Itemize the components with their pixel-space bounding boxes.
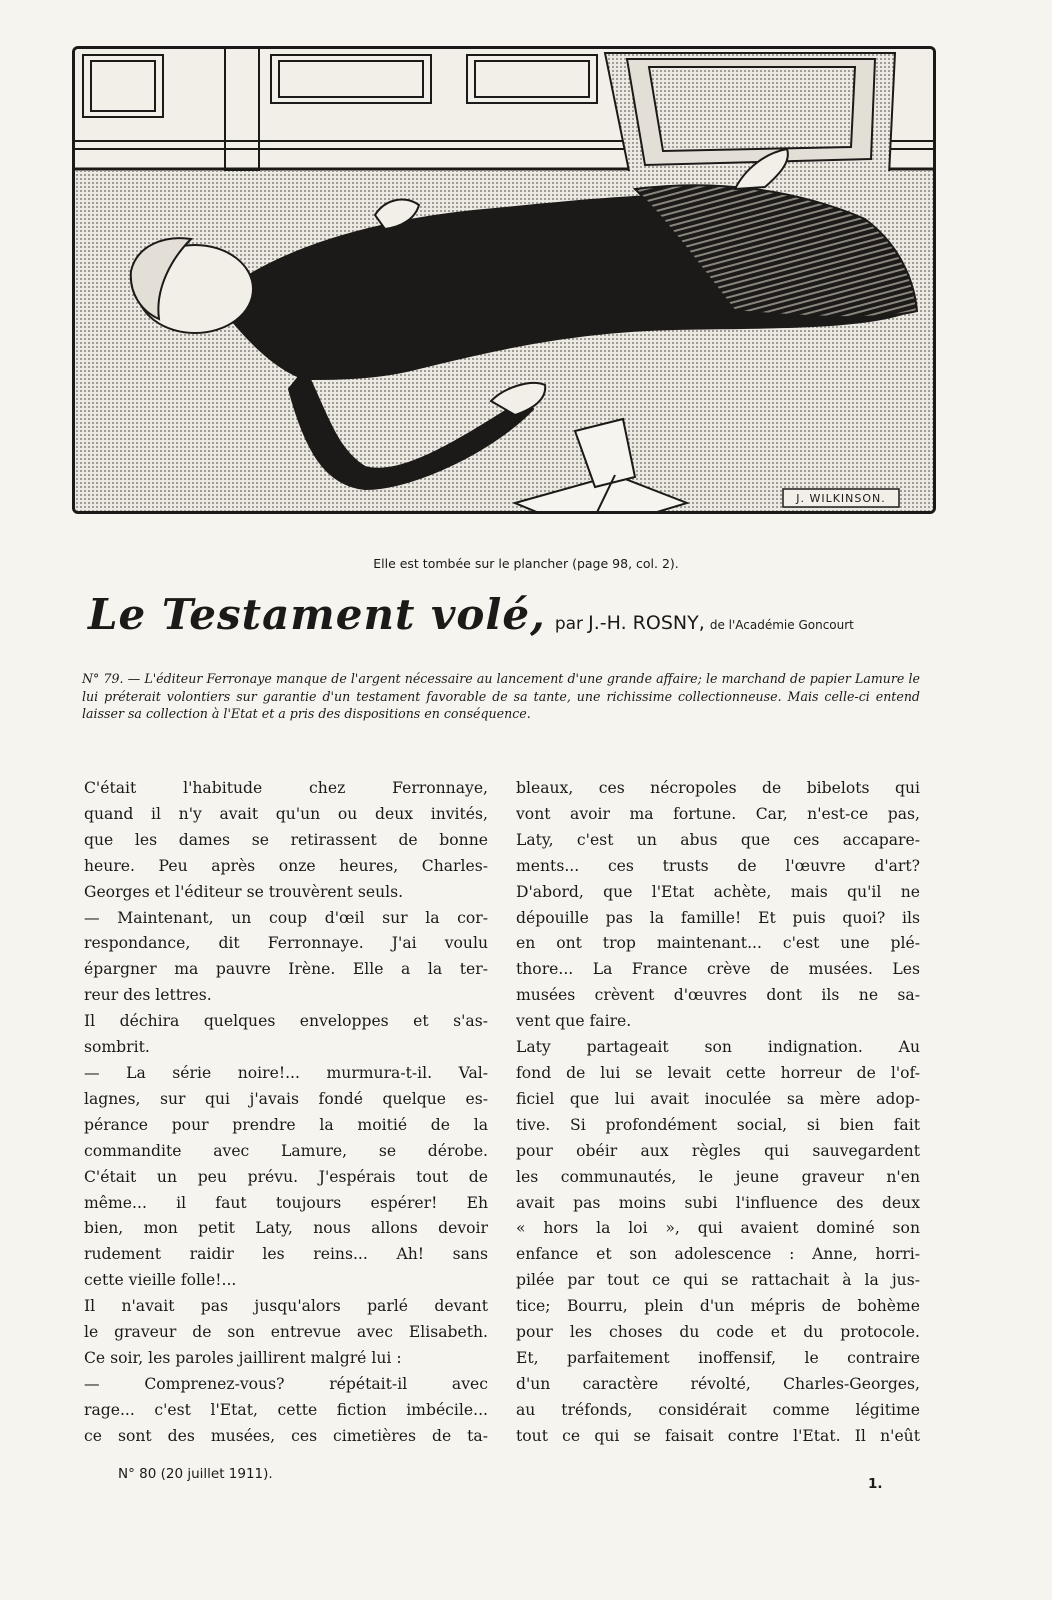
text-line: pilée par tout ce qui se rattachait à la jus- xyxy=(516,1271,920,1290)
text-line: tive. Si profondément social, si bien fait xyxy=(516,1115,920,1134)
text-line: pour obéir aux règles qui sauvegardent xyxy=(516,1141,920,1160)
text-line: fond de lui se levait cette horreur de l'of- xyxy=(516,1063,920,1082)
byline-par: par xyxy=(554,614,584,634)
author-affiliation: de l'Académie Goncourt xyxy=(709,618,854,632)
text-line: pour les choses du code et du protocole. xyxy=(516,1323,920,1342)
text-line: épargner ma pauvre Irène. Elle a la ter- xyxy=(84,960,488,979)
text-line: pérance pour prendre la moitié de la xyxy=(84,1115,488,1134)
text-line: quand il n'y avait qu'un ou deux invités, xyxy=(84,804,488,823)
text-line: tout ce qui se faisait contre l'Etat. Il n'eût xyxy=(516,1426,920,1445)
text-line: cette vieille folle!... xyxy=(84,1271,237,1290)
text-line: vent que faire. xyxy=(516,1012,632,1031)
text-line: bleaux, ces nécropoles de bibelots qui xyxy=(516,779,920,797)
illustration-drawing xyxy=(75,49,933,511)
artist-signature: J. WILKINSON. xyxy=(796,492,886,505)
article-title: Le Testament volé, xyxy=(88,590,546,639)
text-line: même... il faut toujours espérer! Eh xyxy=(84,1193,488,1212)
text-line: C'était un peu prévu. J'espérais tout de xyxy=(84,1167,488,1186)
author-name: J.-H. ROSNY, xyxy=(588,612,705,634)
text-line: Il déchira quelques enveloppes et s'as- xyxy=(84,1012,488,1031)
text-line: bien, mon petit Laty, nous allons devoir xyxy=(84,1219,488,1238)
text-line: Ce soir, les paroles jaillirent malgré lui : xyxy=(84,1348,402,1367)
text-line: que les dames se retirassent de bonne xyxy=(84,830,488,849)
text-line: Georges et l'éditeur se trouvèrent seuls. xyxy=(84,882,404,901)
text-line: ficiel que lui avait inoculée sa mère adop- xyxy=(516,1089,920,1108)
text-line: reur des lettres. xyxy=(84,986,212,1005)
text-line: rage... c'est l'Etat, cette fiction imbécile... xyxy=(84,1400,488,1419)
previous-summary: N° 79. — L'éditeur Ferronaye manque de l'argent nécessaire au lancement d'une grande affaire; le marchand de papier Lamure le lui préterait volontiers sur garantie d'un testament favorable de sa tante, une richissime collectionneuse. Mais celle-ci entend laisser sa collection à l'Etat et a pris des dispositions en conséquence. xyxy=(82,671,920,722)
text-line: respondance, dit Ferronnaye. J'ai voulu xyxy=(84,934,488,953)
text-line: au tréfonds, considérait comme légitime xyxy=(516,1400,920,1419)
text-line: Laty, c'est un abus que ces accapare- xyxy=(516,830,920,849)
text-line: Laty partageait son indignation. Au xyxy=(516,1038,920,1057)
article-column-right xyxy=(516,776,920,1450)
article-heading xyxy=(88,590,928,639)
text-line: commandite avec Lamure, se dérobe. xyxy=(84,1141,488,1160)
text-line: les communautés, le jeune graveur n'en xyxy=(516,1167,920,1186)
text-line: vont avoir ma fortune. Car, n'est-ce pas, xyxy=(516,804,920,823)
text-line: ce sont des musées, ces cimetières de ta- xyxy=(84,1426,488,1445)
text-line: lagnes, sur qui j'avais fondé quelque es- xyxy=(84,1089,488,1108)
text-line: — Comprenez-vous? répétait-il avec xyxy=(84,1374,488,1393)
text-line: — La série noire!... murmura-t-il. Val- xyxy=(84,1063,488,1082)
text-line: Et, parfaitement inoffensif, le contraire xyxy=(516,1348,920,1367)
issue-number: N° 80 (20 juillet 1911). xyxy=(118,1466,273,1482)
text-line: D'abord, que l'Etat achète, mais qu'il ne xyxy=(516,882,920,901)
page-number: 1. xyxy=(868,1476,883,1492)
text-line: avait pas moins subi l'influence des deux xyxy=(516,1193,920,1212)
illustration-caption: Elle est tombée sur le plancher (page 98, col. 2). xyxy=(373,556,679,571)
text-line: C'était l'habitude chez Ferronnaye, xyxy=(84,779,488,797)
text-line: musées crèvent d'œuvres dont ils ne sa- xyxy=(516,986,920,1005)
text-line: ments... ces trusts de l'œuvre d'art? xyxy=(516,856,920,875)
text-line: le graveur de son entrevue avec Elisabeth. xyxy=(84,1323,488,1342)
text-line: en ont trop maintenant... c'est une plé- xyxy=(516,934,920,953)
text-line: tice; Bourru, plein d'un mépris de bohème xyxy=(516,1297,920,1316)
text-line: thore... La France crève de musées. Les xyxy=(516,960,920,979)
text-line: d'un caractère révolté, Charles-Georges, xyxy=(516,1374,920,1393)
text-line: sombrit. xyxy=(84,1038,150,1057)
text-line: Il n'avait pas jusqu'alors parlé devant xyxy=(84,1297,488,1316)
text-line: dépouille pas la famille! Et puis quoi? ils xyxy=(516,908,920,927)
article-column-left xyxy=(84,776,488,1450)
text-line: enfance et son adolescence : Anne, horri- xyxy=(516,1245,920,1264)
illustration xyxy=(72,46,936,514)
text-line: — Maintenant, un coup d'œil sur la cor- xyxy=(84,908,488,927)
text-line: heure. Peu après onze heures, Charles- xyxy=(84,856,488,875)
text-line: « hors la loi », qui avaient dominé son xyxy=(516,1219,920,1238)
text-line: rudement raidir les reins... Ah! sans xyxy=(84,1245,488,1264)
